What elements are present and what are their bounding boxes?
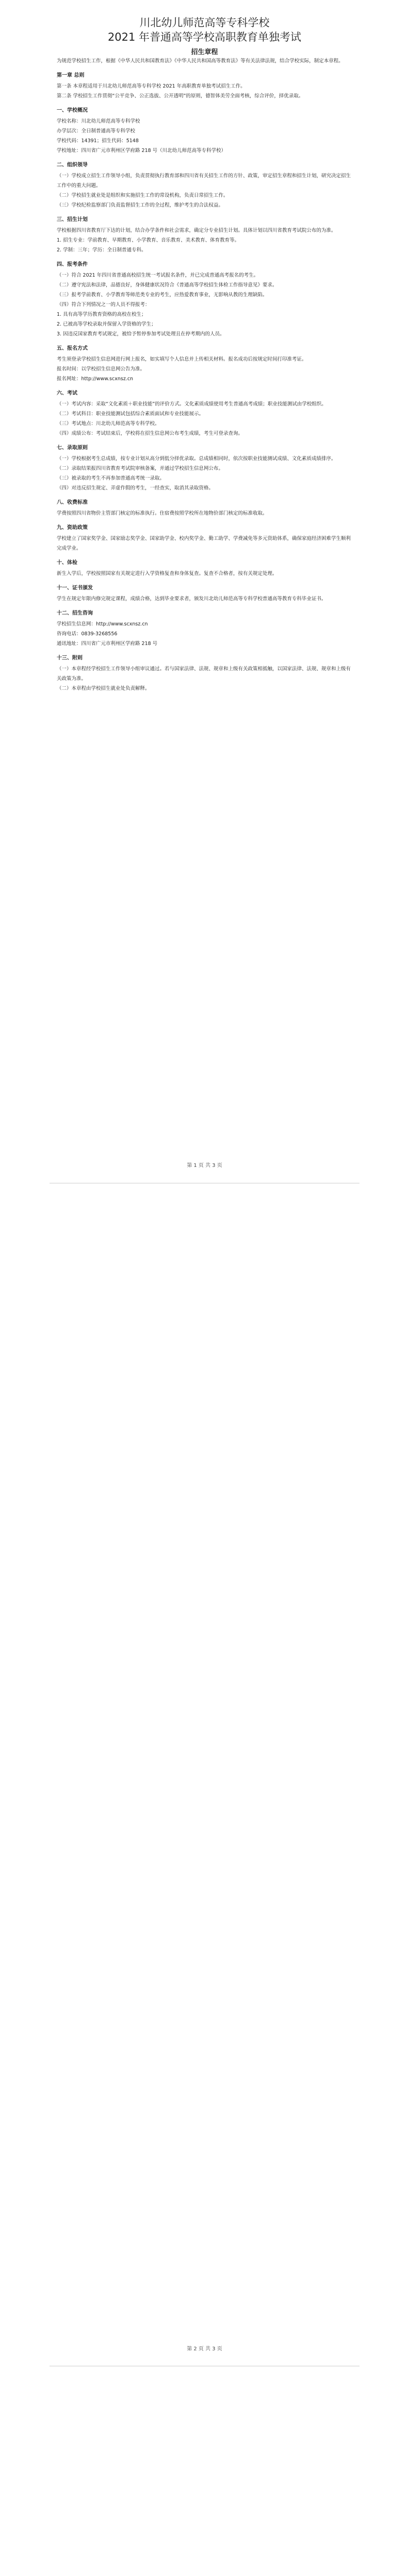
paragraph: 学校建立了国家奖学金、国家励志奖学金、国家助学金、校内奖学金、勤工助学、学费减免等多元资助体系，确保家庭经济困难学生顺利完成学业。 [57,536,351,551]
section-heading: 六、考试 [57,391,77,396]
section-heading: 十三、附则 [57,655,83,661]
paragraph: （二）本章程由学校招生就业处负责解释。 [57,686,150,691]
section-heading: 五、报名方式 [57,346,88,351]
document-subtitle: 招生章程 [191,48,218,56]
section-heading: 一、学校概况 [57,108,88,113]
paragraph: 学校代码：14391；招生代码：5148 [57,138,139,144]
paragraph: （三）被录取的考生不再参加普通高考统一录取。 [57,476,165,481]
paragraph: 学校根据四川省教育厅下达的计划，结合办学条件和社会需求，确定分专业招生计划。具体计划以四川省教育考试院公布的为准。 [57,228,336,233]
paragraph: （三）考试地点：川北幼儿师范高等专科学校。 [57,421,160,427]
paragraph: 考生须登录学校招生信息网进行网上报名，如实填写个人信息并上传相关材料。报名成功后按规定时间打印准考证。 [57,357,307,362]
section-heading: 四、报考条件 [57,262,88,267]
paragraph: 学校地址：四川省广元市利州区学府路 218 号（川北幼儿师范高等专科学校） [57,148,226,154]
paragraph: 第一条 本章程适用于川北幼儿师范高等专科学校 2021 年高职教育单独考试招生工作。 [57,83,246,89]
paragraph: （一）学校成立招生工作领导小组，负责贯彻执行教育部和四川省有关招生工作的方针、政策，审定招生章程和招生计划，研究决定招生工作中的重大问题。 [57,173,351,189]
paragraph: 新生入学后，学校按照国家有关规定进行入学资格复查和身体复查。复查不合格者，按有关规定处理。 [57,571,277,577]
paragraph: （二）遵守宪法和法律，品德良好，身体健康状况符合《普通高等学校招生体检工作指导意见》要求。 [57,282,277,288]
paragraph: 1. 具有高等学历教育资格的高校在校生； [57,312,146,317]
paragraph: 报名时间：以学校招生信息网公告为准。 [57,366,145,372]
page-number: 第 1 页 共 3 页 [187,1163,222,1168]
paragraph: （四）成绩公布：考试结束后，学校将在招生信息网公布考生成绩，考生可登录查询。 [57,431,243,436]
page-3 [50,2366,359,2576]
paragraph: （三）学校纪检监察部门负责监督招生工作的全过程，维护考生的合法权益。 [57,202,224,208]
paragraph: （三）报考学前教育、小学教育等师范类专业的考生，应热爱教育事业，无影响从教的生理缺陷。 [57,292,268,298]
paragraph: 通讯地址：四川省广元市利州区学府路 218 号 [57,641,158,647]
section-heading: 三、招生计划 [57,217,88,223]
document-body [57,56,352,693]
paragraph: 办学层次：全日制普通高等专科学校 [57,128,136,134]
paragraph: 报名网址：http://www.scxnsz.cn [57,376,134,382]
paragraph: 咨询电话：0839-3268556 [57,631,118,637]
paragraph: （二）学校招生就业处是组织和实施招生工作的常设机构，负责日常招生工作。 [57,193,228,198]
paragraph: （四）对违反招生规定、弄虚作假的考生，一经查实，取消其录取资格。 [57,485,214,491]
section-heading: 十、体检 [57,560,77,566]
paragraph: 2. 学制：三年；学历：全日制普通专科。 [57,247,146,253]
paragraph: 为规范学校招生工作，根据《中华人民共和国教育法》《中华人民共和国高等教育法》等有关法律法规，结合学校实际，制定本章程。 [57,58,343,64]
section-heading: 七、录取原则 [57,445,88,451]
paragraph: （一）本章程经学校招生工作领导小组审议通过。若与国家法律、法规、规章和上级有关政策相抵触，以国家法律、法规、规章和上级有关政策为准。 [57,666,351,682]
document-title: 2021 年普通高等学校高职教育单独考试 [107,31,302,43]
document-content [57,15,352,693]
section-heading: 十二、招生咨询 [57,611,93,616]
paragraph: （二）考试科目：职业技能测试包括综合素质面试和专业技能展示。 [57,411,204,417]
paragraph: 3. 因违反国家教育考试规定，被给予暂停参加考试处理且在停考期内的人员。 [57,331,225,337]
section-heading: 十一、证书颁发 [57,585,93,591]
page-number: 第 2 页 共 3 页 [187,2346,222,2352]
paragraph: 学校名称：川北幼儿师范高等专科学校 [57,118,140,124]
paragraph: （一）考试内容：采取“文化素质＋职业技能”的评价方式。文化素质成绩使用考生普通高考成绩；职业技能测试由学校组织。 [57,401,326,407]
section-heading: 九、资助政策 [57,525,88,531]
paragraph: 1. 招生专业：学前教育、早期教育、小学教育、音乐教育、美术教育、体育教育等。 [57,238,240,243]
paragraph: 学费按照四川省物价主管部门核定的标准执行。住宿费按照学校所在地物价部门核定的标准收取。 [57,511,268,516]
paragraph: 2. 已被高等学校录取并保留入学资格的学生； [57,321,156,327]
section-heading: 第一章 总则 [57,73,85,78]
paragraph: 学生在规定年限内修完规定课程，成绩合格，达到毕业要求者，颁发川北幼儿师范高等专科学校普通高等教育专科毕业证书。 [57,596,326,602]
paragraph: （一）学校根据考生总成绩，按专业计划从高分到低分择优录取。总成绩相同时，依次按职业技能测试成绩、文化素质成绩排序。 [57,456,336,462]
page-2 [50,1183,359,2366]
paragraph: （二）录取结果报四川省教育考试院审核备案，并通过学校招生信息网公布。 [57,466,224,471]
paragraph: 第二条 学校招生工作贯彻“公平竞争、公正选拔、公开透明”的原则，德智体美劳全面考核，综合评价，择优录取。 [57,93,304,99]
paragraph: （一）符合 2021 年四川省普通高校招生统一考试报名条件，并已完成普通高考报名的考生。 [57,273,259,278]
section-heading: 八、收费标准 [57,500,88,505]
section-heading: 二、组织领导 [57,162,88,168]
paragraph: （四）符合下列情况之一的人员不得报考： [57,302,150,308]
paragraph: 学校招生信息网：http://www.scxnsz.cn [57,621,148,627]
school-name: 川北幼儿师范高等专科学校 [139,16,270,29]
